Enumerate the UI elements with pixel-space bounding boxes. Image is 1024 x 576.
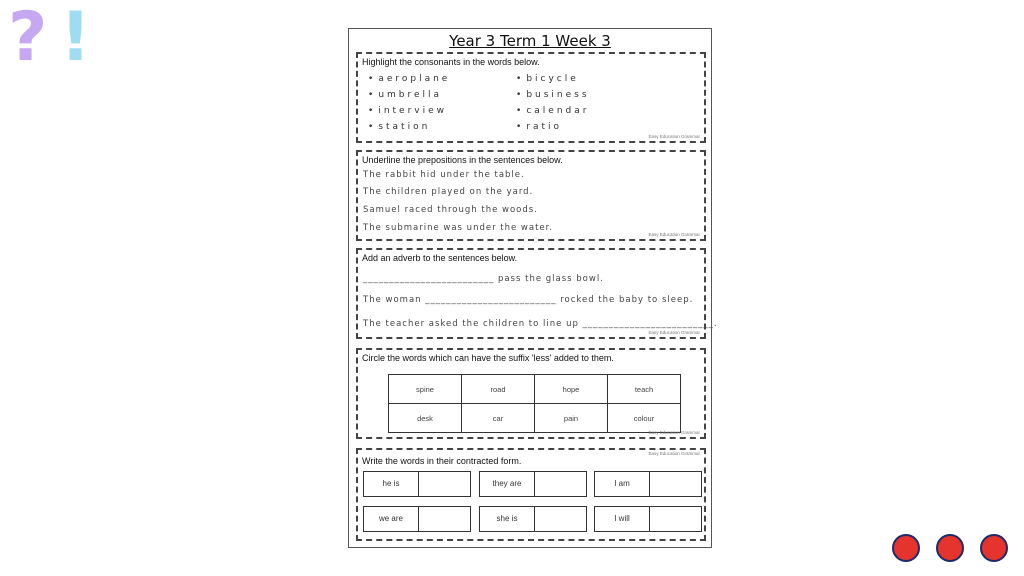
word-item: • calendar	[516, 106, 589, 116]
contractions-section	[356, 448, 706, 541]
grid-cell: car	[462, 404, 535, 433]
contraction-box	[479, 471, 587, 497]
logo	[8, 0, 98, 84]
red-dot-icon[interactable]	[892, 534, 920, 562]
credit-text: Easy Education Grammar	[648, 330, 700, 335]
contraction-label: they are	[480, 472, 535, 496]
section-title: Highlight the consonants in the words below.	[362, 57, 540, 67]
grid-cell: colour	[608, 404, 681, 433]
word-item: • ratio	[516, 122, 562, 132]
credit-text: Easy Education Grammar	[648, 430, 700, 435]
contraction-box	[363, 471, 471, 497]
sentence: The children played on the yard.	[363, 187, 534, 197]
grid-cell: hope	[535, 375, 608, 404]
credit-text: Easy Education Grammar	[648, 134, 700, 139]
exclamation-mark-icon: !	[60, 0, 92, 77]
adverb-section	[356, 248, 718, 339]
section-title: Circle the words which can have the suffix 'less' added to them.	[362, 353, 614, 363]
word-item: • aeroplane	[368, 74, 450, 84]
word-item: • station	[368, 122, 430, 132]
sentence: The teacher asked the children to line up _________________________.	[363, 319, 718, 329]
contraction-label: she is	[480, 507, 535, 531]
grid-cell: spine	[389, 375, 462, 404]
credit-text: Easy Education Grammar	[648, 451, 700, 456]
grid-cell: desk	[389, 404, 462, 433]
red-dot-icon[interactable]	[980, 534, 1008, 562]
grid-cell: road	[462, 375, 535, 404]
credit-text: Easy Education Grammar	[648, 232, 700, 237]
suffix-section	[356, 348, 706, 439]
grid-cell: pain	[535, 404, 608, 433]
contraction-label: I will	[595, 507, 650, 531]
consonants-section	[356, 52, 706, 143]
red-dot-icon[interactable]	[936, 534, 964, 562]
section-title: Add an adverb to the sentences below.	[362, 253, 518, 263]
prepositions-section	[356, 150, 706, 241]
contraction-box	[479, 506, 587, 532]
section-title: Underline the prepositions in the sentences below.	[362, 155, 563, 165]
sentence: The woman _________________________ rocked the baby to sleep.	[363, 295, 694, 305]
sentence: Samuel raced through the woods.	[363, 205, 538, 215]
worksheet-title: Year 3 Term 1 Week 3	[449, 32, 611, 50]
contraction-box	[363, 506, 471, 532]
slide-dots	[892, 534, 1010, 562]
grid-cell: teach	[608, 375, 681, 404]
contraction-label: he is	[364, 472, 419, 496]
contraction-box	[594, 506, 702, 532]
contraction-box	[594, 471, 702, 497]
sentence: The rabbit hid under the table.	[363, 170, 525, 180]
word-item: • bicycle	[516, 74, 579, 84]
contraction-label: I am	[595, 472, 650, 496]
word-grid	[388, 374, 681, 433]
sentence: _________________________ pass the glass bowl.	[363, 274, 604, 284]
sentence: The submarine was under the water.	[363, 223, 554, 233]
question-mark-icon: ?	[8, 0, 48, 77]
worksheet	[348, 28, 718, 548]
word-item: • business	[516, 90, 590, 100]
section-title: Write the words in their contracted form.	[362, 456, 522, 466]
contraction-label: we are	[364, 507, 419, 531]
word-item: • umbrella	[368, 90, 442, 100]
word-item: • interview	[368, 106, 447, 116]
